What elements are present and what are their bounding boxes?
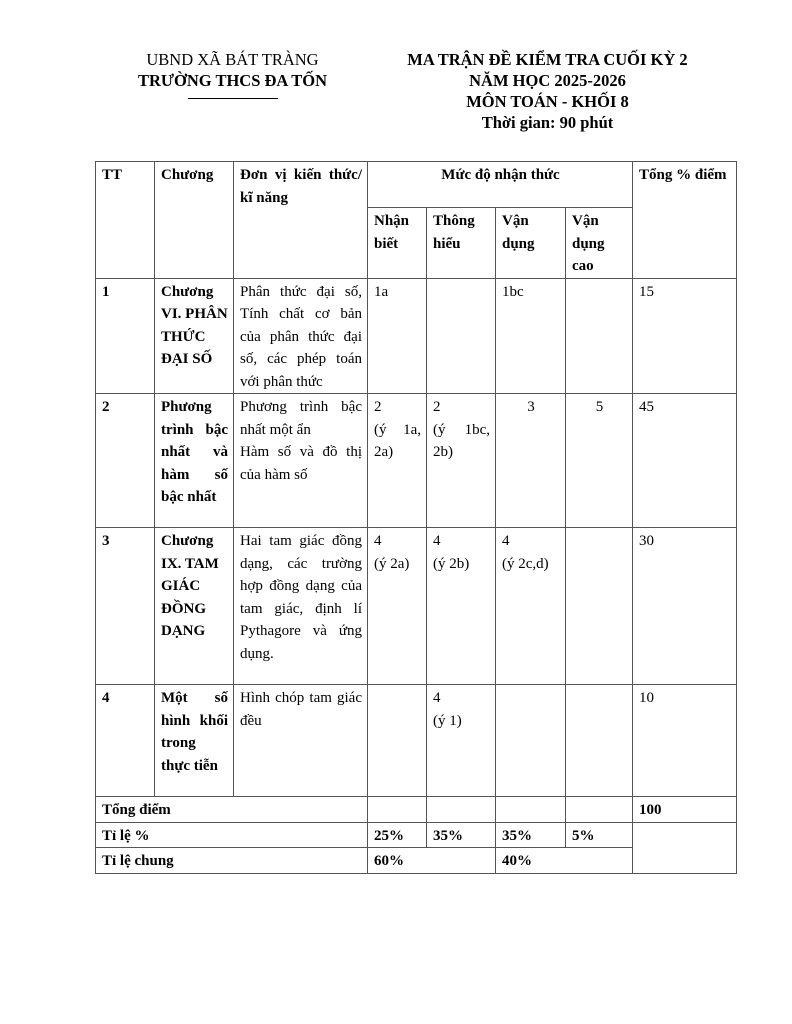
header-divider <box>188 98 278 99</box>
count: 4 <box>433 533 441 549</box>
don-vi-line: Hàm số và đồ thị của hàm số <box>240 444 362 483</box>
row-nhan-biet <box>368 394 427 528</box>
total-value: 100 <box>633 797 737 823</box>
total-empty <box>368 797 427 823</box>
total-empty <box>496 797 566 823</box>
row-don-vi: Hai tam giác đồng dạng, các trường hợp đồng dạng của tam giác, định lí Pythagore và ứng dụng. <box>234 528 368 685</box>
row-nhan-biet <box>368 685 427 797</box>
row-chuong: Chương VI. PHÂN THỨC ĐẠI SỐ <box>155 278 234 394</box>
row-van-dung-cao <box>566 528 633 685</box>
row-tong: 45 <box>633 394 737 528</box>
overall-ratio-high: 40% <box>496 848 633 874</box>
row-van-dung <box>496 528 566 685</box>
row-tt: 3 <box>96 528 155 685</box>
row-tong: 30 <box>633 528 737 685</box>
row-don-vi: Phân thức đại số, Tính chất cơ bản của phân thức đại số, các phép toán với phân thức <box>234 278 368 394</box>
ratio-label: Tỉ lệ % <box>96 822 368 848</box>
school-name: TRƯỜNG THCS ĐA TỐN <box>137 71 328 90</box>
total-label: Tổng điểm <box>96 797 368 823</box>
row-van-dung-cao <box>566 278 633 394</box>
row-van-dung <box>496 685 566 797</box>
total-empty <box>427 797 496 823</box>
ratio-empty <box>633 822 737 873</box>
row-tong: 10 <box>633 685 737 797</box>
row-chuong: Chương IX. TAM GIÁC ĐỒNG DẠNG <box>155 528 234 685</box>
header-van-dung: Vận dụng <box>496 208 566 279</box>
overall-ratio-label: Tỉ lệ chung <box>96 848 368 874</box>
count: 4 <box>374 533 382 549</box>
row-van-dung: 3 <box>496 394 566 528</box>
row-van-dung: 1bc <box>496 278 566 394</box>
row-thong-hieu <box>427 685 496 797</box>
count: 2 <box>374 399 382 415</box>
row-don-vi <box>234 394 368 528</box>
header-van-dung-cao: Vận dụng cao <box>566 208 633 279</box>
row-van-dung-cao <box>566 685 633 797</box>
row-tt: 1 <box>96 278 155 394</box>
question-ref: (ý 1bc, 2b) <box>433 421 490 460</box>
question-ref: (ý 1a, 2a) <box>374 421 421 460</box>
header-tt: TT <box>96 162 155 279</box>
header-chuong: Chương <box>155 162 234 279</box>
ratio-van-dung-cao: 5% <box>566 822 633 848</box>
total-empty <box>566 797 633 823</box>
header-muc-do: Mức độ nhận thức <box>368 162 633 208</box>
row-tong: 15 <box>633 278 737 394</box>
table-row <box>96 394 737 528</box>
school-year: NĂM HỌC 2025-2026 <box>469 71 626 90</box>
header-thong-hieu: Thông hiểu <box>427 208 496 279</box>
ratio-van-dung: 35% <box>496 822 566 848</box>
table-row <box>96 528 737 685</box>
question-ref: (ý 2a) <box>374 555 410 572</box>
total-row <box>96 797 737 823</box>
count: 4 <box>433 690 441 706</box>
question-ref: (ý 2b) <box>433 555 470 572</box>
subject-grade: MÔN TOÁN - KHỐI 8 <box>466 92 629 111</box>
row-chuong: Phương trình bậc nhất và hàm số bậc nhất <box>155 394 234 528</box>
don-vi-line: Phương trình bậc nhất một ẩn <box>240 399 362 438</box>
question-ref: (ý 2c,d) <box>502 555 549 572</box>
row-tt: 4 <box>96 685 155 797</box>
row-nhan-biet: 1a <box>368 278 427 394</box>
count: 4 <box>502 533 510 549</box>
exam-duration: Thời gian: 90 phút <box>481 113 614 132</box>
header-don-vi: Đơn vị kiến thức/ kĩ năng <box>234 162 368 279</box>
school-header <box>95 49 370 99</box>
commune-name: UBND XÃ BÁT TRÀNG <box>146 50 319 69</box>
row-nhan-biet <box>368 528 427 685</box>
header-row <box>96 162 737 208</box>
ratio-thong-hieu: 35% <box>427 822 496 848</box>
row-chuong: Một số hình khối trong thực tiễn <box>155 685 234 797</box>
exam-header <box>380 49 715 133</box>
overall-ratio-low: 60% <box>368 848 496 874</box>
ratio-nhan-biet: 25% <box>368 822 427 848</box>
row-van-dung-cao: 5 <box>566 394 633 528</box>
row-thong-hieu <box>427 394 496 528</box>
ratio-row <box>96 822 737 848</box>
row-thong-hieu <box>427 528 496 685</box>
exam-matrix-table <box>95 161 737 874</box>
question-ref: (ý 1) <box>433 712 462 729</box>
header-nhan-biet: Nhận biết <box>368 208 427 279</box>
header-tong: Tổng % điểm <box>633 162 737 279</box>
document-title: MA TRẬN ĐỀ KIỂM TRA CUỐI KỲ 2 <box>407 50 688 69</box>
row-don-vi: Hình chóp tam giác đều <box>234 685 368 797</box>
table-row <box>96 685 737 797</box>
table-row <box>96 278 737 394</box>
row-tt: 2 <box>96 394 155 528</box>
row-thong-hieu <box>427 278 496 394</box>
count: 2 <box>433 399 441 415</box>
